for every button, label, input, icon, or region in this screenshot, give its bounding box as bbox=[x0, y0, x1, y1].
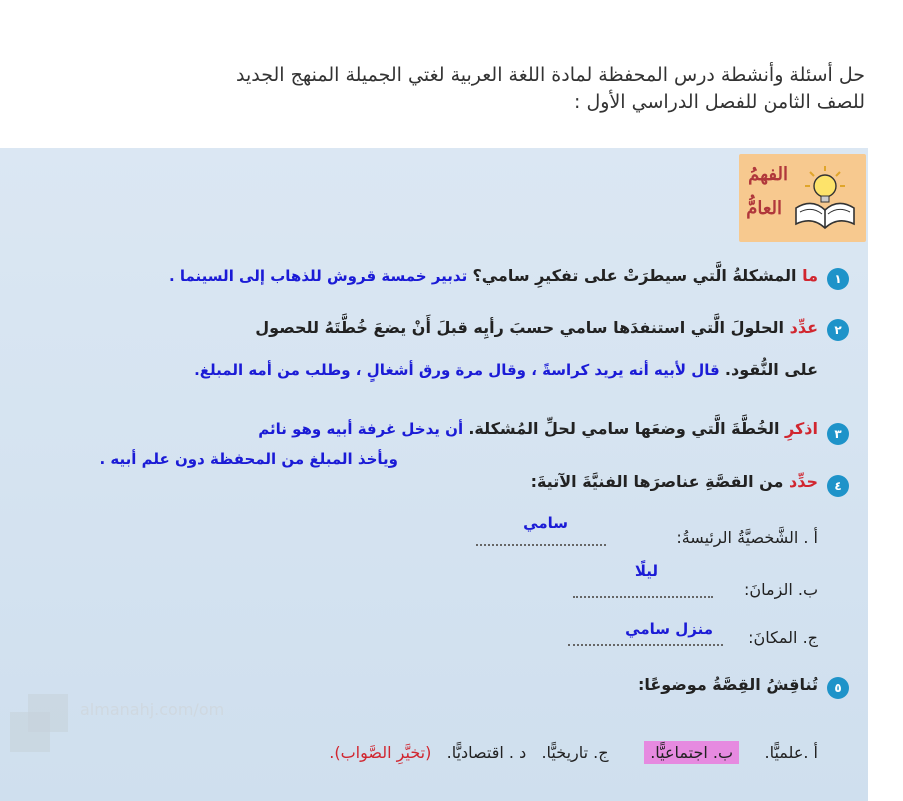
watermark-shape-2 bbox=[10, 712, 50, 752]
place-dotted-line bbox=[568, 644, 723, 646]
question-2-text: الحلولَ الَّتي استنفدَها سامي حسبَ رأيِه قبلَ أَنْ يضعَ خُطَّتَهُ للحصول bbox=[255, 318, 790, 337]
question-3-text: الخُطَّةَ الَّتي وضعَها سامي لحلِّ المُشكلة. bbox=[468, 419, 786, 438]
question-2-text-2: على النُّقود. bbox=[724, 360, 818, 379]
header-word-2: العامُّ bbox=[746, 198, 782, 219]
question-2-number: ٢ bbox=[827, 319, 849, 341]
open-book-lightbulb-icon bbox=[790, 160, 860, 236]
option-d[interactable]: د . اقتصاديًّا. bbox=[446, 743, 527, 762]
watermark-text: almanahj.com/om bbox=[80, 700, 225, 719]
time-dotted-line bbox=[573, 596, 713, 598]
header-word-1: الفهمُ bbox=[748, 164, 788, 185]
question-3 bbox=[258, 419, 818, 438]
question-4-keyword: حدِّد bbox=[789, 472, 818, 491]
question-2-keyword: عدِّد bbox=[789, 318, 818, 337]
choose-hint: (تخيَّرِ الصَّواب). bbox=[329, 743, 432, 762]
question-3-answer-1: أن يدخل غرفة أبيه وهو نائم bbox=[258, 420, 469, 438]
question-1-text: المشكلةُ الَّتي سيطرَتْ على تفكيرِ سامي؟ bbox=[472, 266, 803, 285]
question-5-number: ٥ bbox=[827, 677, 849, 699]
option-c[interactable]: ج. تاريخيًّا. bbox=[541, 743, 609, 762]
place-label: ج. المكانَ: bbox=[748, 628, 818, 647]
section-header bbox=[739, 154, 866, 242]
question-2-answer: قال لأبيه أنه يريد كراسةً ، وقال مرة ورق أشغالٍ ، وطلب من أمه المبلغ. bbox=[194, 361, 725, 379]
time-answer: ليلًا bbox=[634, 562, 658, 580]
intro-line-2: للصف الثامن للفصل الدراسي الأول : bbox=[574, 91, 865, 113]
character-answer: سامي bbox=[523, 514, 568, 532]
question-3-keyword: اذكرِ bbox=[785, 419, 818, 438]
question-3-number: ٣ bbox=[827, 423, 849, 445]
character-label: أ . الشَّخصيَّةُ الرئيسةُ: bbox=[676, 528, 818, 547]
question-1-answer: تدبير خمسة قروش للذهاب إلى السينما . bbox=[168, 267, 473, 285]
time-label: ب. الزمانَ: bbox=[744, 580, 818, 599]
question-4 bbox=[531, 472, 818, 491]
intro-text bbox=[25, 62, 865, 116]
intro-line-1: حل أسئلة وأنشطة درس المحفظة لمادة اللغة العربية لغتي الجميلة المنهج الجديد bbox=[235, 64, 865, 86]
option-a[interactable]: أ .علميًّا. bbox=[764, 743, 818, 762]
question-1 bbox=[169, 266, 818, 285]
question-4-number: ٤ bbox=[827, 475, 849, 497]
option-b-selected[interactable]: ب. اجتماعيًّا. bbox=[644, 741, 739, 764]
question-2-line2 bbox=[194, 360, 818, 379]
question-5-options bbox=[329, 743, 818, 762]
question-1-number: ١ bbox=[827, 268, 849, 290]
question-2 bbox=[255, 318, 818, 337]
place-answer: منزل سامي bbox=[625, 620, 713, 638]
question-5-text: تُناقِشُ القِصَّةُ موضوعًا: bbox=[637, 675, 818, 694]
question-4-text: من القصَّةِ عناصرَها الفنيَّةَ الآتيةَ: bbox=[530, 472, 790, 491]
question-3-answer-2: ويأخذ المبلغ من المحفظة دون علم أبيه . bbox=[99, 450, 398, 468]
question-1-keyword: ما bbox=[802, 266, 818, 285]
character-dotted-line bbox=[476, 544, 606, 546]
